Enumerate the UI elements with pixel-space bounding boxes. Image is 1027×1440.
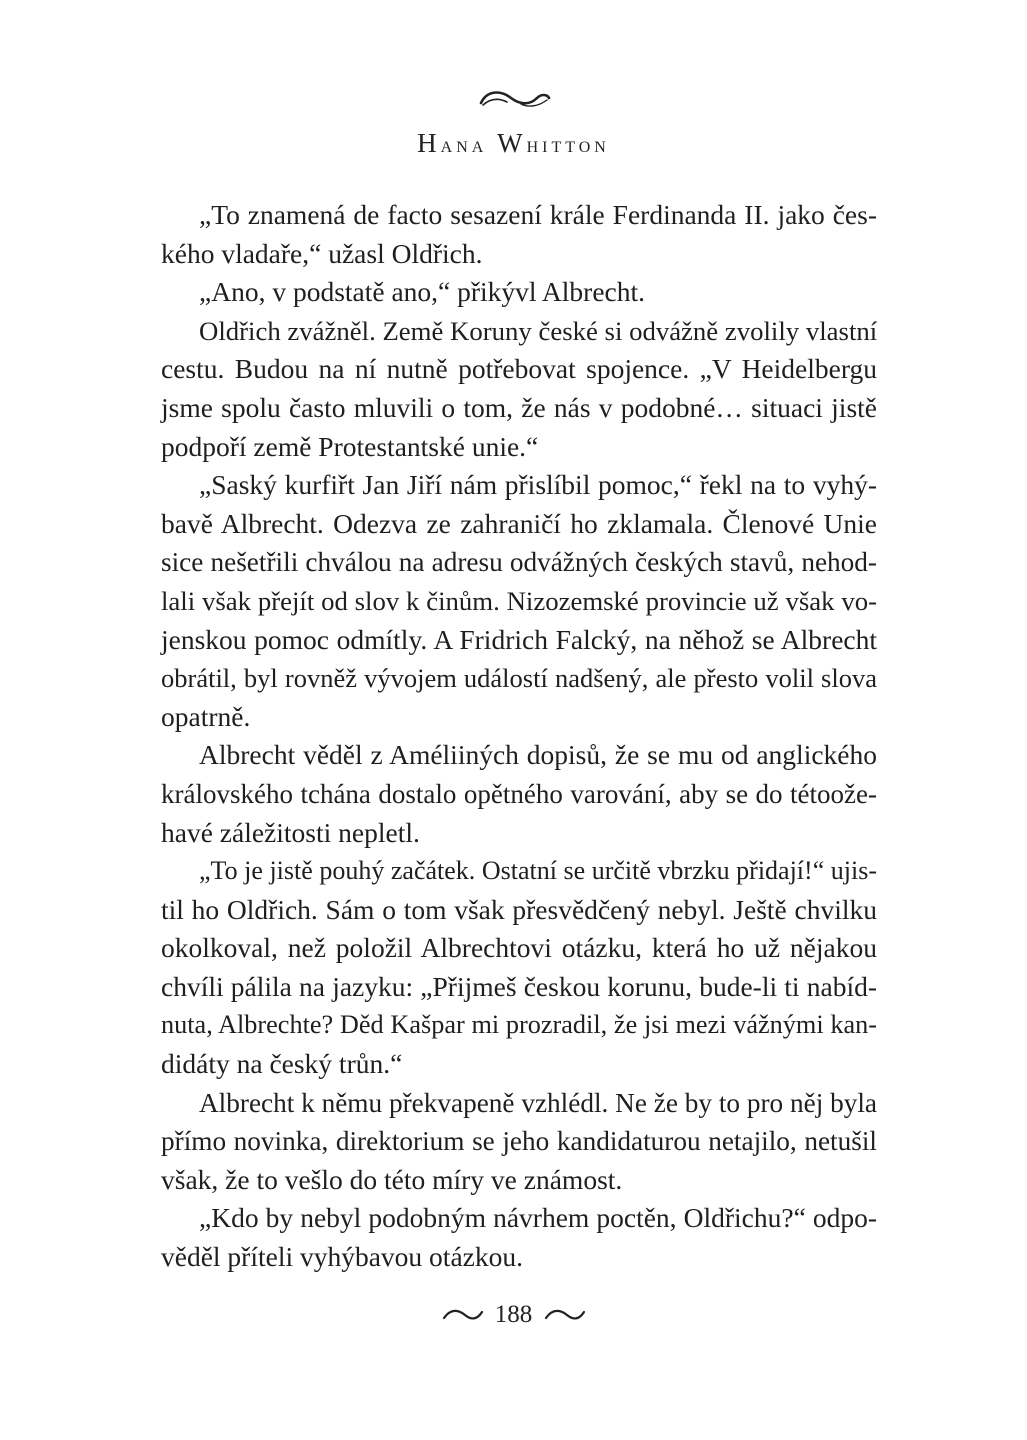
text-line: chvíli pálila na jazyku: „Přijmeš českou korunu, bude-li ti nabíd- — [161, 970, 877, 1002]
text-line: Albrecht k němu překvapeně vzhlédl. Ne že by to pro něj byla — [199, 1087, 877, 1118]
text-line: lali však přejít od slov k činům. Nizozemské provincie už však vo- — [161, 585, 877, 616]
paragraph — [161, 852, 877, 1084]
text-line: „Ano, v podstatě ano,“ přikývl Albrecht. — [199, 276, 646, 308]
text-line: obrátil, byl rovněž vývojem událostí nadšený, ale přesto volil slova — [161, 663, 877, 694]
page-number: 188 — [494, 1301, 533, 1329]
text-line: Oldřich zvážněl. Země Koruny české si odvážně zvolily vlastní — [199, 315, 878, 346]
text-line: til ho Oldřich. Sám o tom však přesvědčený nebyl. Ještě chvilku — [161, 893, 877, 925]
text-line: sice nešetřili chválou na adresu odvážných českých stavů, nehod- — [161, 547, 877, 578]
text-line: věděl příteli vyhýbavou otázkou. — [161, 1241, 523, 1273]
paragraph — [161, 1084, 877, 1200]
swash-ornament-icon — [477, 86, 553, 112]
paragraph — [161, 466, 877, 736]
tilde-ornament-icon — [441, 1306, 485, 1324]
text-line: podpoří země Protestantské unie.“ — [161, 430, 539, 462]
text-line: bavě Albrecht. Odezva ze zahraničí ho zklamala. Členové Unie — [161, 507, 877, 539]
text-line: přímo novinka, direktorium se jeho kandidaturou netajilo, netušil — [161, 1126, 877, 1157]
text-line: Albrecht věděl z Améliiných dopisů, že se mu od anglického — [199, 739, 877, 771]
paragraph — [161, 1199, 877, 1276]
text-line: okolkoval, než položil Albrechtovi otázku, která ho už nějakou — [161, 932, 877, 964]
text-line: královského tchána dostalo opětného varování, aby se do tétoože- — [161, 778, 877, 809]
text-line: „To znamená de facto sesazení krále Ferdinanda II. jako čes- — [199, 199, 877, 230]
text-line: nuta, Albrechte? Děd Kašpar mi prozradil, že jsi mezi vážnými kan- — [161, 1010, 877, 1040]
running-head-rest: ana — [440, 132, 488, 157]
running-head-rest: hitton — [526, 132, 610, 157]
running-head-initial: W — [497, 128, 527, 158]
paragraph — [161, 312, 877, 466]
paragraph — [161, 196, 877, 273]
folio — [0, 1300, 1027, 1329]
text-line: jenskou pomoc odmítly. A Fridrich Falcký, na něhož se Albrecht — [161, 623, 877, 655]
text-line: cestu. Budou na ní nutně potřebovat spojence. „V Heidelbergu — [161, 353, 877, 385]
text-line: kého vladaře,“ užasl Oldřich. — [161, 237, 483, 269]
paragraph — [161, 273, 877, 312]
text-line: didáty na český trůn.“ — [161, 1048, 403, 1080]
text-line: opatrně. — [161, 700, 251, 732]
text-line: však, že to vešlo do této míry ve známost. — [161, 1163, 623, 1195]
running-head — [0, 128, 1027, 159]
text-line: jsme spolu často mluvili o tom, že nás v podobné… situaci jistě — [161, 391, 877, 423]
tilde-ornament-icon — [543, 1306, 587, 1324]
running-head-initial: H — [417, 128, 441, 158]
text-line: havé záležitosti nepletl. — [161, 816, 420, 848]
paragraph — [161, 736, 877, 852]
text-line: „Kdo by nebyl podobným návrhem poctěn, Oldřichu?“ odpo- — [199, 1202, 877, 1234]
text-line: „To je jistě pouhý začátek. Ostatní se určitě vbrzku přidají!“ ujis- — [199, 856, 877, 886]
text-line: „Saský kurfiřt Jan Jiří nám přislíbil pomoc,“ řekl na to vyhý- — [199, 469, 877, 501]
body-text — [161, 196, 877, 1277]
